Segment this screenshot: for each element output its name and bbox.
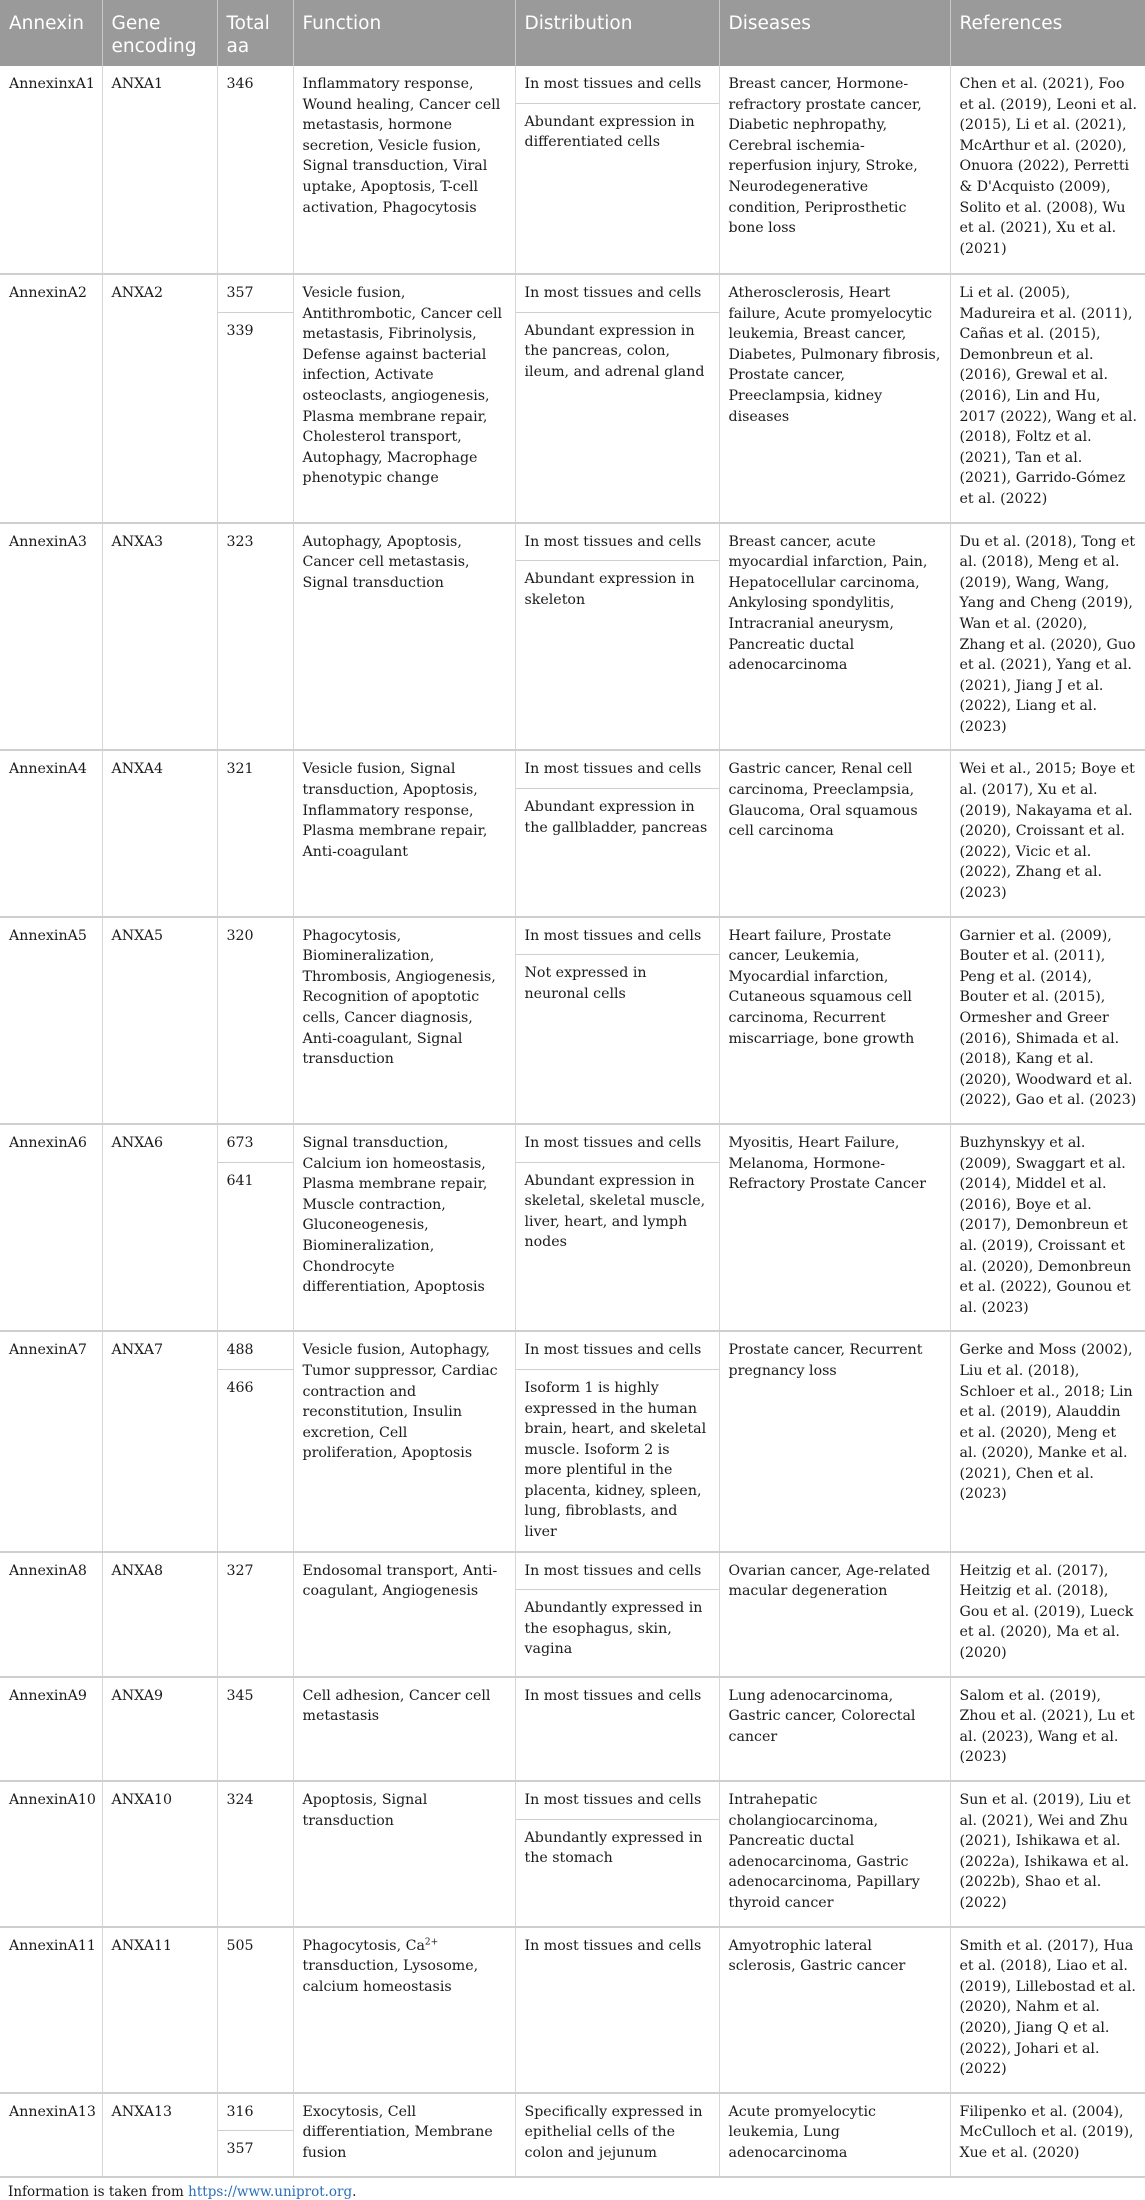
cell-annexin: AnnexinA9: [0, 1677, 102, 1781]
cell-distribution: [515, 274, 719, 523]
header-distribution: Distribution: [515, 0, 719, 66]
uniprot-link[interactable]: https://www.uniprot.org: [188, 2183, 353, 2200]
distribution-line: Abundant expression in skeletal, skeletal muscle, liver, heart, and lymph nodes: [516, 1162, 719, 1261]
cell-function: Inflammatory response, Wound healing, Cancer cell metastasis, hormone secretion, Vesicle fusion, Signal transduction, Viral uptake, Apoptosis, T-cell activation, Phagocytosis: [293, 66, 515, 274]
cell-distribution: [515, 1124, 719, 1331]
cell-function: [293, 1927, 515, 2093]
distribution-line: Abundantly expressed in the esophagus, skin, vagina: [516, 1589, 719, 1668]
cell-gene: ANXA10: [102, 1781, 217, 1927]
header-annexin: Annexin: [0, 0, 102, 66]
cell-references: Buzhynskyy et al. (2009), Swaggart et al. (2014), Middel et al. (2016), Boye et al. (2017), Demonbreun et al. (2019), Croissant et al. (2020), Demonbreun et al. (2022), Gounou et al. (2023): [950, 1124, 1145, 1331]
table-row: [0, 1927, 1145, 2093]
cell-references: Li et al. (2005), Madureira et al. (2011), Cañas et al. (2015), Demonbreun et al. (2016), Grewal et al. (2016), Lin and Hu, 2017 (2022), Wang et al. (2018), Foltz et al. (2021), Tan et al. (2021), Garrido-Gómez et al. (2022): [950, 274, 1145, 523]
cell-gene: ANXA5: [102, 917, 217, 1124]
table-row: [0, 1124, 1145, 1331]
cell-references: Sun et al. (2019), Liu et al. (2021), Wei and Zhu (2021), Ishikawa et al. (2022a), Ishikawa et al. (2022b), Shao et al. (2022): [950, 1781, 1145, 1927]
cell-function: Signal transduction, Calcium ion homeostasis, Plasma membrane repair, Muscle contraction, Gluconeogenesis, Biomineralization, Chondrocyte differentiation, Apoptosis: [293, 1124, 515, 1331]
cell-distribution: In most tissues and cells: [515, 1927, 719, 2093]
cell-diseases: Lung adenocarcinoma, Gastric cancer, Colorectal cancer: [719, 1677, 950, 1781]
cell-function: Vesicle fusion, Antithrombotic, Cancer cell metastasis, Fibrinolysis, Defense against bacterial infection, Activate osteoclasts, angiogenesis, Plasma membrane repair, Cholesterol transport, Autophagy, Macrophage phenotypic change: [293, 274, 515, 523]
distribution-line: In most tissues and cells: [524, 1342, 702, 1359]
cell-annexin: AnnexinA13: [0, 2093, 102, 2177]
header-total-aa: Total aa: [217, 0, 293, 66]
cell-annexin: AnnexinA6: [0, 1124, 102, 1331]
table-row: [0, 917, 1145, 1124]
cell-function: Apoptosis, Signal transduction: [293, 1781, 515, 1927]
cell-diseases: Ovarian cancer, Age-related macular degeneration: [719, 1552, 950, 1677]
cell-gene: ANXA1: [102, 66, 217, 274]
aa-value: 673: [226, 1134, 254, 1151]
aa-value: 641: [218, 1162, 293, 1200]
cell-gene: ANXA6: [102, 1124, 217, 1331]
distribution-line: In most tissues and cells: [524, 761, 702, 778]
cell-total-aa: 327: [217, 1552, 293, 1677]
cell-distribution: [515, 523, 719, 751]
table-row: [0, 1677, 1145, 1781]
distribution-line: In most tissues and cells: [524, 1562, 702, 1579]
aa-value: 316: [226, 2103, 254, 2120]
header-gene-encoding: Gene encoding: [102, 0, 217, 66]
distribution-line: In most tissues and cells: [524, 285, 702, 301]
table-row: [0, 750, 1145, 916]
table-footnote: [0, 2178, 1145, 2200]
cell-total-aa: 346: [217, 66, 293, 274]
cell-total-aa: [217, 1331, 293, 1551]
header-diseases: Diseases: [719, 0, 950, 66]
cell-total-aa: 320: [217, 917, 293, 1124]
aa-value: 357: [226, 285, 254, 301]
cell-annexin: AnnexinA7: [0, 1331, 102, 1551]
cell-distribution: [515, 1331, 719, 1551]
cell-function: Cell adhesion, Cancer cell metastasis: [293, 1677, 515, 1781]
cell-function: Endosomal transport, Anti-coagulant, Angiogenesis: [293, 1552, 515, 1677]
calcium-charge: 2+: [424, 1936, 439, 1947]
distribution-line: Abundant expression in the gallbladder, pancreas: [516, 788, 719, 846]
cell-annexin: AnnexinA11: [0, 1927, 102, 2093]
cell-gene: ANXA3: [102, 523, 217, 751]
table-header: [0, 0, 1145, 66]
cell-annexin: AnnexinA10: [0, 1781, 102, 1927]
table-row: [0, 1552, 1145, 1677]
cell-total-aa: 324: [217, 1781, 293, 1927]
distribution-line: In most tissues and cells: [524, 1792, 702, 1808]
cell-total-aa: [217, 274, 293, 523]
cell-total-aa: [217, 2093, 293, 2177]
cell-function: Vesicle fusion, Signal transduction, Apoptosis, Inflammatory response, Plasma membrane repair, Anti-coagulant: [293, 750, 515, 916]
aa-value: 357: [218, 2130, 293, 2168]
cell-annexin: AnnexinA5: [0, 917, 102, 1124]
cell-distribution: [515, 1781, 719, 1927]
cell-diseases: Acute promyelocytic leukemia, Lung adenocarcinoma: [719, 2093, 950, 2177]
cell-distribution: [515, 66, 719, 274]
cell-function: Phagocytosis, Biomineralization, Thrombosis, Angiogenesis, Recognition of apoptotic cells, Cancer diagnosis, Anti-coagulant, Signal transduction: [293, 917, 515, 1124]
cell-diseases: Intrahepatic cholangiocarcinoma, Pancreatic ductal adenocarcinoma, Gastric adenocarcinoma, Papillary thyroid cancer: [719, 1781, 950, 1927]
cell-diseases: Prostate cancer, Recurrent pregnancy loss: [719, 1331, 950, 1551]
cell-references: Chen et al. (2021), Foo et al. (2019), Leoni et al. (2015), Li et al. (2021), McArthur et al. (2020), Onuora (2022), Perretti & D'Acquisto (2009), Solito et al. (2008), Wu et al. (2021), Xu et al. (2021): [950, 66, 1145, 274]
cell-total-aa: 345: [217, 1677, 293, 1781]
header-function: Function: [293, 0, 515, 66]
cell-diseases: Breast cancer, Hormone-refractory prostate cancer, Diabetic nephropathy, Cerebral ischemia-reperfusion injury, Stroke, Neurodegenerative condition, Periprosthetic bone loss: [719, 66, 950, 274]
cell-distribution: In most tissues and cells: [515, 1677, 719, 1781]
cell-diseases: Atherosclerosis, Heart failure, Acute promyelocytic leukemia, Breast cancer, Diabetes, Pulmonary fibrosis, Prostate cancer, Preeclampsia, kidney diseases: [719, 274, 950, 523]
cell-annexin: AnnexinxA1: [0, 66, 102, 274]
function-text: transduction, Lysosome, calcium homeostasis: [302, 1958, 479, 1995]
cell-diseases: Myositis, Heart Failure, Melanoma, Hormone-Refractory Prostate Cancer: [719, 1124, 950, 1331]
table-row: [0, 274, 1145, 523]
distribution-line: In most tissues and cells: [524, 927, 702, 944]
table-row: [0, 66, 1145, 274]
cell-total-aa: 321: [217, 750, 293, 916]
aa-value: 339: [218, 312, 293, 350]
aa-value: 466: [218, 1369, 293, 1407]
cell-references: Du et al. (2018), Tong et al. (2018), Meng et al. (2019), Wang, Wang, Yang and Cheng (2019), Wan et al. (2020), Zhang et al. (2020), Guo et al. (2021), Yang et al. (2021), Jiang J et al. (2022), Liang et al. (2023): [950, 523, 1145, 751]
cell-diseases: Breast cancer, acute myocardial infarction, Pain, Hepatocellular carcinoma, Ankylosing spondylitis, Intracranial aneurysm, Pancreatic ductal adenocarcinoma: [719, 523, 950, 751]
distribution-line: Abundant expression in differentiated cells: [516, 103, 719, 161]
header-references: References: [950, 0, 1145, 66]
table-row: [0, 1781, 1145, 1927]
cell-gene: ANXA13: [102, 2093, 217, 2177]
cell-distribution: [515, 917, 719, 1124]
cell-references: Garnier et al. (2009), Bouter et al. (2011), Peng et al. (2014), Bouter et al. (2015), Ormesher and Greer (2016), Shimada et al. (2018), Kang et al. (2020), Woodward et al. (2022), Gao et al. (2023): [950, 917, 1145, 1124]
cell-references: Smith et al. (2017), Hua et al. (2018), Liao et al. (2019), Lillebostad et al. (2020), Nahm et al. (2020), Jiang Q et al. (2022), Johari et al. (2022): [950, 1927, 1145, 2093]
cell-total-aa: [217, 1124, 293, 1331]
table-row: [0, 2093, 1145, 2177]
cell-gene: ANXA8: [102, 1552, 217, 1677]
cell-function: Exocytosis, Cell differentiation, Membrane fusion: [293, 2093, 515, 2177]
cell-distribution: [515, 750, 719, 916]
cell-total-aa: 323: [217, 523, 293, 751]
distribution-line: In most tissues and cells: [524, 533, 702, 550]
cell-total-aa: 505: [217, 1927, 293, 2093]
cell-diseases: Gastric cancer, Renal cell carcinoma, Preeclampsia, Glaucoma, Oral squamous cell carcinoma: [719, 750, 950, 916]
cell-function: Autophagy, Apoptosis, Cancer cell metastasis, Signal transduction: [293, 523, 515, 751]
cell-function: Vesicle fusion, Autophagy, Tumor suppressor, Cardiac contraction and reconstitution, Insulin excretion, Cell proliferation, Apoptosis: [293, 1331, 515, 1551]
footnote-end: .: [352, 2183, 357, 2200]
distribution-line: In most tissues and cells: [524, 1134, 702, 1151]
cell-annexin: AnnexinA3: [0, 523, 102, 751]
table-body: [0, 66, 1145, 2177]
cell-references: Gerke and Moss (2002), Liu et al. (2018), Schloer et al., 2018; Lin et al. (2019), Alauddin et al. (2020), Meng et al. (2020), Manke et al. (2021), Chen et al. (2023): [950, 1331, 1145, 1551]
cell-annexin: AnnexinA4: [0, 750, 102, 916]
cell-distribution: [515, 1552, 719, 1677]
cell-annexin: AnnexinA2: [0, 274, 102, 523]
distribution-line: Abundantly expressed in the stomach: [516, 1819, 719, 1877]
aa-value: 488: [226, 1342, 254, 1359]
distribution-line: Abundant expression in skeleton: [516, 560, 719, 618]
cell-gene: ANXA9: [102, 1677, 217, 1781]
cell-references: Salom et al. (2019), Zhou et al. (2021), Lu et al. (2023), Wang et al. (2023): [950, 1677, 1145, 1781]
cell-diseases: Heart failure, Prostate cancer, Leukemia, Myocardial infarction, Cutaneous squamous cell carcinoma, Recurrent miscarriage, bone growth: [719, 917, 950, 1124]
cell-gene: ANXA7: [102, 1331, 217, 1551]
distribution-line: Not expressed in neuronal cells: [516, 954, 719, 1012]
distribution-line: Isoform 1 is highly expressed in the human brain, heart, and skeletal muscle. Isoform 2 is more plentiful in the placenta, kidney, spleen, lung, fibroblasts, and liver: [516, 1369, 719, 1551]
cell-gene: ANXA11: [102, 1927, 217, 2093]
distribution-line: Abundant expression in the pancreas, colon, ileum, and adrenal gland: [516, 312, 719, 391]
table-row: [0, 1331, 1145, 1551]
cell-references: Filipenko et al. (2004), McCulloch et al. (2019), Xue et al. (2020): [950, 2093, 1145, 2177]
cell-diseases: Amyotrophic lateral sclerosis, Gastric cancer: [719, 1927, 950, 2093]
distribution-line: In most tissues and cells: [524, 76, 702, 92]
footnote-text: Information is taken from: [8, 2183, 189, 2200]
table-row: [0, 523, 1145, 751]
cell-distribution: Specifically expressed in epithelial cells of the colon and jejunum: [515, 2093, 719, 2177]
cell-annexin: AnnexinA8: [0, 1552, 102, 1677]
cell-references: Wei et al., 2015; Boye et al. (2017), Xu et al. (2019), Nakayama et al. (2020), Croissant et al. (2022), Vicic et al. (2022), Zhang et al. (2023): [950, 750, 1145, 916]
cell-gene: ANXA4: [102, 750, 217, 916]
cell-gene: ANXA2: [102, 274, 217, 523]
cell-references: Heitzig et al. (2017), Heitzig et al. (2018), Gou et al. (2019), Lueck et al. (2020), Ma et al. (2020): [950, 1552, 1145, 1677]
function-text: Phagocytosis, Ca: [302, 1937, 425, 1954]
